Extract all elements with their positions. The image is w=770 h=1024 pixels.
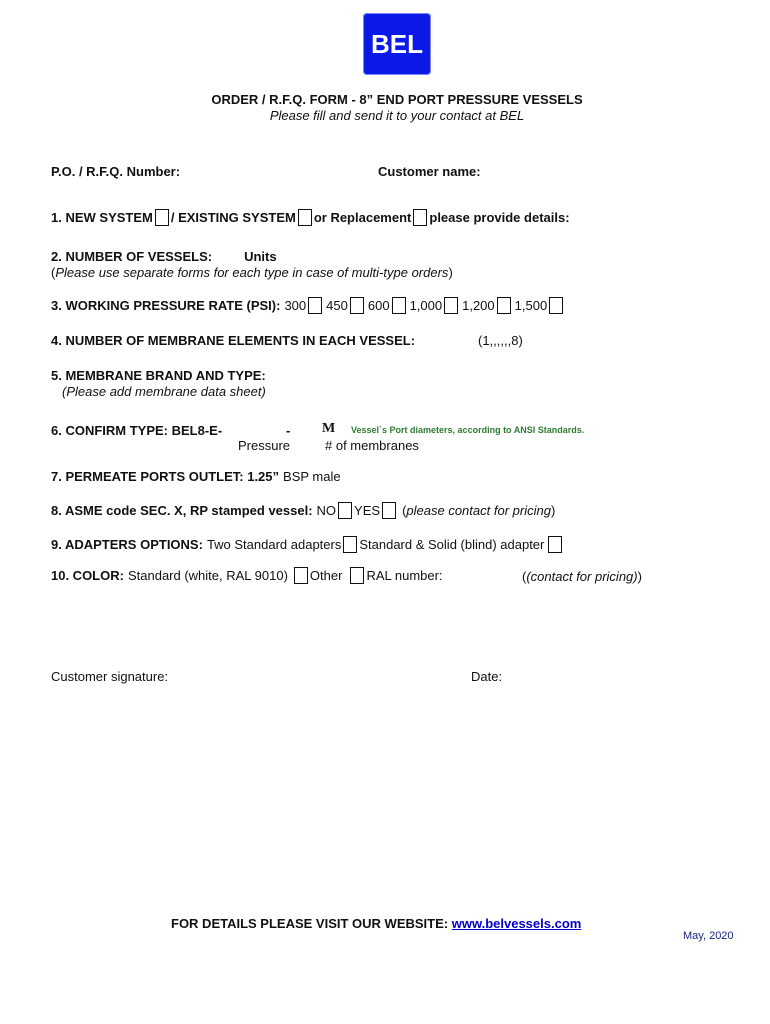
q6-confirm-type: 6. CONFIRM TYPE: BEL8-E-	[51, 423, 223, 438]
q4-hint: (1,,,,,,8)	[478, 333, 523, 348]
new-system-label: 1. NEW SYSTEM	[51, 210, 153, 225]
asme-label: 8. ASME code SEC. X, RP stamped vessel:	[51, 503, 313, 518]
standard-color-checkbox[interactable]	[294, 567, 308, 584]
psi-1000-checkbox[interactable]	[444, 297, 458, 314]
two-standard-checkbox[interactable]	[343, 536, 357, 553]
asme-no-label: NO	[316, 503, 337, 518]
asme-yes-label: YES	[354, 503, 381, 518]
q3-pressure-rate	[51, 297, 565, 314]
psi-600-label: 600	[367, 298, 390, 313]
psi-1500-checkbox[interactable]	[549, 297, 563, 314]
q9-adapters	[51, 536, 564, 553]
adapters-label: 9. ADAPTERS OPTIONS:	[51, 537, 203, 552]
q5-membrane-brand: 5. MEMBRANE BRAND AND TYPE:	[51, 368, 266, 383]
asme-note: please contact for pricing	[406, 503, 551, 518]
q2-note	[51, 265, 453, 280]
q2-note-text: Please use separate forms for each type in case of multi-type orders	[55, 265, 449, 280]
q7-permeate-ports	[51, 469, 341, 484]
q2-note-open: (	[51, 265, 56, 280]
color-pricing-note: ((contact for pricing))	[522, 569, 642, 584]
psi-1500-label: 1,500	[514, 298, 548, 313]
port-diameter-note: Vessel`s Port diameters, according to ANSI Standards.	[351, 425, 585, 435]
other-color-label: Other	[309, 568, 343, 583]
pressure-caption: Pressure	[238, 438, 291, 453]
q1-system-type	[51, 209, 570, 226]
date-label: Date:	[471, 669, 503, 684]
asme-no-checkbox[interactable]	[338, 502, 352, 519]
asme-note-open: (	[402, 503, 407, 518]
q10-color	[51, 567, 443, 584]
psi-300-label: 300	[284, 298, 307, 313]
q8-asme-code	[51, 502, 555, 519]
customer-name-label: Customer name:	[378, 164, 481, 179]
standard-solid-checkbox[interactable]	[548, 536, 562, 553]
color-pricing-text: (contact for pricing)	[526, 569, 638, 584]
psi-1200-checkbox[interactable]	[497, 297, 511, 314]
form-subtitle: Please fill and send it to your contact at BEL	[269, 108, 525, 123]
ral-number-label: RAL number:	[366, 568, 443, 583]
customer-signature-label: Customer signature:	[51, 669, 169, 684]
psi-1200-label: 1,200	[462, 298, 495, 313]
existing-system-checkbox[interactable]	[298, 209, 312, 226]
new-system-checkbox[interactable]	[155, 209, 169, 226]
psi-600-checkbox[interactable]	[392, 297, 406, 314]
q4-membrane-elements: 4. NUMBER OF MEMBRANE ELEMENTS IN EACH VESSEL:	[51, 333, 416, 348]
psi-450-label: 450	[326, 298, 348, 313]
membranes-caption: # of membranes	[325, 438, 419, 453]
permeate-label: 7. PERMEATE PORTS OUTLET: 1.25”	[51, 469, 280, 484]
standard-solid-label: Standard & Solid (blind) adapter	[359, 537, 545, 552]
vessels-label: 2. NUMBER OF VESSELS:	[51, 249, 213, 264]
form-title: ORDER / R.F.Q. FORM - 8” END PORT PRESSURE VESSELS	[211, 92, 583, 107]
existing-system-label: / EXISTING SYSTEM	[170, 210, 296, 225]
psi-450-checkbox[interactable]	[350, 297, 364, 314]
psi-1000-label: 1,000	[409, 298, 443, 313]
standard-color-label: Standard (white, RAL 9010)	[127, 568, 288, 583]
q2-vessel-count	[51, 249, 277, 264]
provide-details-label: please provide details:	[429, 210, 570, 225]
website-link[interactable]: www.belvessels.com	[451, 916, 582, 931]
po-number-label: P.O. / R.F.Q. Number:	[51, 164, 181, 179]
q5-note: (Please add membrane data sheet)	[62, 384, 266, 399]
psi-300-checkbox[interactable]	[308, 297, 322, 314]
pressure-label: 3. WORKING PRESSURE RATE (PSI):	[51, 298, 281, 313]
permeate-value: BSP male	[283, 469, 341, 484]
footer-text	[171, 916, 581, 931]
replacement-checkbox[interactable]	[413, 209, 427, 226]
q6-dash: -	[286, 423, 291, 438]
q2-note-close: )	[448, 265, 453, 280]
units-label: Units	[244, 249, 277, 264]
other-color-checkbox[interactable]	[350, 567, 364, 584]
replacement-label: or Replacement	[313, 210, 412, 225]
q6-m: M	[322, 421, 336, 436]
logo-text: BEL	[371, 28, 423, 59]
footer-visit-text: FOR DETAILS PLEASE VISIT OUR WEBSITE:	[171, 916, 449, 931]
asme-yes-checkbox[interactable]	[382, 502, 396, 519]
revision-date: May, 2020	[683, 930, 734, 942]
color-label: 10. COLOR:	[51, 568, 124, 583]
bel-logo	[363, 13, 431, 75]
two-standard-label: Two Standard adapters	[206, 537, 342, 552]
asme-note-close: )	[550, 503, 556, 518]
